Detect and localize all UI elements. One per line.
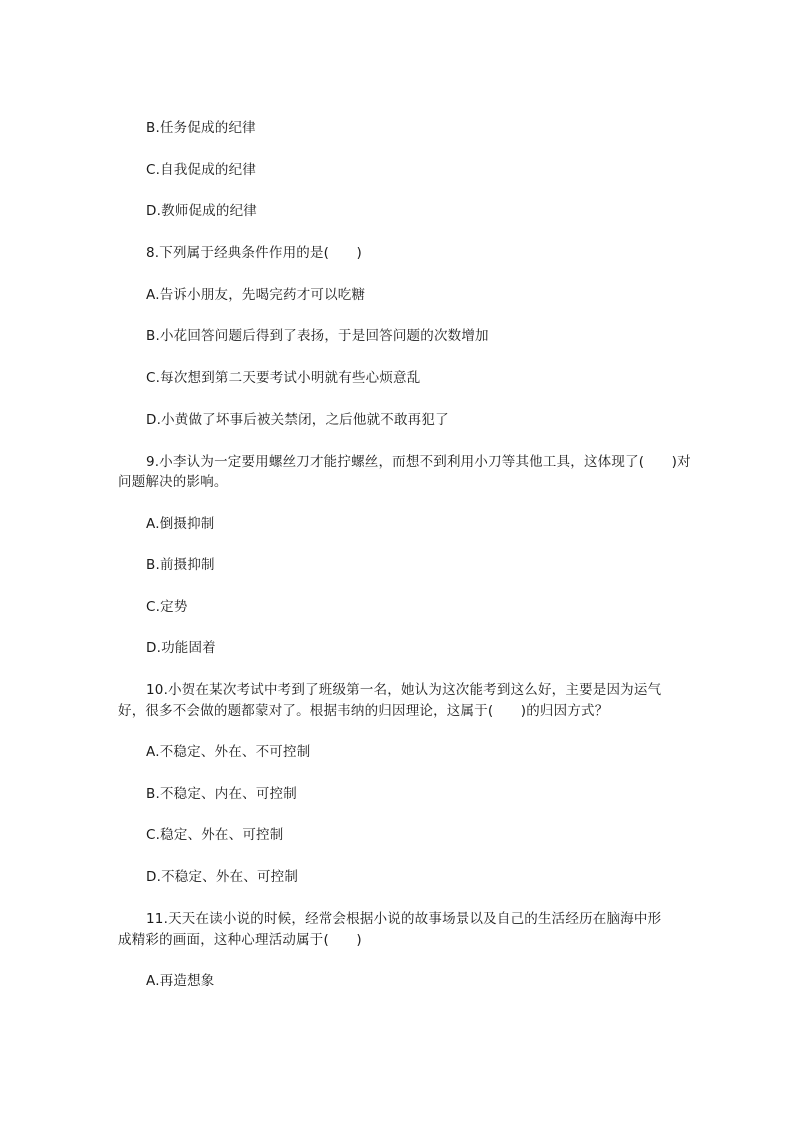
q10-option-c: C.稳定、外在、可控制 [146, 827, 284, 843]
q10-option-b: B.不稳定、内在、可控制 [146, 786, 297, 802]
q9-stem-line2: 问题解决的影响。 [118, 474, 228, 490]
q8-option-c: C.每次想到第二天要考试小明就有些心烦意乱 [146, 370, 421, 386]
q9-option-b: B.前摄抑制 [146, 557, 215, 573]
q11-stem-line1: 11.天天在读小说的时候，经常会根据小说的故事场景以及自己的生活经历在脑海中形 [146, 911, 662, 927]
q7-option-b: B.任务促成的纪律 [146, 120, 256, 136]
q9-stem-line1: 9.小李认为一定要用螺丝刀才能拧螺丝，而想不到利用小刀等其他工具，这体现了( )对 [146, 454, 691, 470]
q11-stem-line2: 成精彩的画面，这种心理活动属于( ) [118, 932, 362, 948]
q10-stem-line1: 10.小贺在某次考试中考到了班级第一名，她认为这次能考到这么好，主要是因为运气 [146, 682, 662, 698]
q7-option-d: D.教师促成的纪律 [146, 203, 257, 219]
q10-option-a: A.不稳定、外在、不可控制 [146, 744, 311, 760]
q10-option-d: D.不稳定、外在、可控制 [146, 869, 299, 885]
q9-option-a: A.倒摄抑制 [146, 516, 215, 532]
q8-option-d: D.小黄做了坏事后被关禁闭，之后他就不敢再犯了 [146, 412, 449, 428]
q9-option-d: D.功能固着 [146, 640, 216, 656]
q7-option-c: C.自我促成的纪律 [146, 162, 257, 178]
q8-option-a: A.告诉小朋友，先喝完药才可以吃糖 [146, 287, 366, 303]
q8-option-b: B.小花回答问题后得到了表扬，于是回答问题的次数增加 [146, 328, 489, 344]
q10-stem-line2: 好，很多不会做的题都蒙对了。根据韦纳的归因理论，这属于( )的归因方式？ [118, 703, 609, 719]
q11-option-a: A.再造想象 [146, 973, 215, 989]
q8-stem: 8.下列属于经典条件作用的是( ) [146, 245, 363, 261]
q9-option-c: C.定势 [146, 599, 188, 615]
